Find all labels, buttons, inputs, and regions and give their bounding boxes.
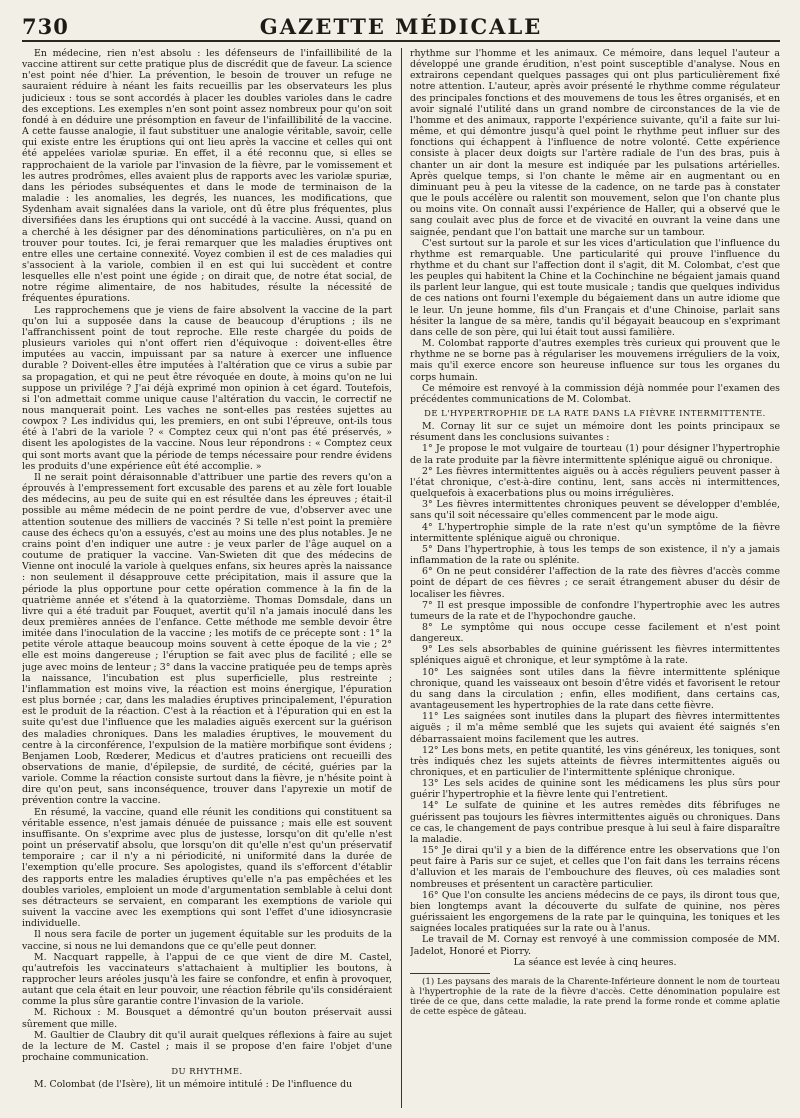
page-header: [22, 12, 780, 42]
conclusions-list: [410, 443, 780, 934]
list-item: 1° Je propose le mot vulgaire de tourteau (1) pour désigner l'hypertrophie de la rate produite par la fièvre intermittente splénique aiguë ou chronique.: [410, 443, 780, 466]
paragraph: Il ne serait point déraisonnable d'attribuer une partie des revers qu'on a éprouvés à l'empressement fort excusable des parens et au zèle fort louable des médecins, au peu de suite qui en est résultée dans les épreuves ; était-il possible au même médecin de ne point perdre de vue, d'observer avec une attention soutenue des milliers de vaccinés ? Si telle n'est point la première cause des échecs qu'on a essuyés, c'est au moins une des plus notables. Je ne crains point d'en indiquer une autre : je veux parler de l'âge auquel on a coutume de pratiquer la vaccine. Van-Swieten dit que des médecins de Vienne ont inoculé la variole à quelques enfans, six heures après la naissance : non seulement il désapprouve cette précipitation, mais il assure que la période la plus opportune pour cette opération commence à la fin de la quatrième année et s'étend à la quatorzième. Thomas Domsdale, dans un livre qui a été traduit par Fouquet, avertit qu'il n'a jamais inoculé dans les deux premières années de l'enfance. Cette méthode me semble devoir être imitée dans l'inoculation de la vaccine ; les motifs de ce précepte sont : 1° la petite vérole attaque beaucoup moins souvent à cette époque de la vie ; 2° elle est moins dangereuse ; l'éruption se fait avec plus de facilité ; elle se juge avec moins de lenteur ; 3° dans la vaccine pratiquée peu de temps après la naissance, l'incubation est plus superficielle, plus restreinte ; l'inflammation est moins vive, la réaction est moins énergique, l'épuration est plus bornée ; car, dans les maladies éruptives principalement, l'épuration est le produit de la réaction. C'est à la réaction et à l'épuration qui en est la suite qu'est due l'influence que les maladies aiguës exercent sur la guérison des maladies chroniques. Dans les maladies éruptives, le mouvement du centre à la circonférence, l'expulsion de la matière morbifique sont évidens ; Benjamen Loob, Rœderer, Medicus et d'autres praticiens ont recueilli des observations de manie, d'épilepsie, de surdité, de cécité, guéries par la variole. Comme la réaction consiste surtout dans la fièvre, je n'hésite point à dire qu'on peut, sans inconséquence, trouver dans l'apyrexie un motif de prévention contre la vaccine.: [22, 471, 392, 807]
list-item: 10° Les saignées sont utiles dans la fièvre intermittente splénique chronique, quand les vaisseaux ont besoin d'être vidés et favorisent le retour du sang dans la circulation ; enfin, elles modifient, dans certains cas, avantageusement les hypertrophies de la rate dans cette fièvre.: [410, 666, 780, 712]
section-heading: DE L'HYPERTROPHIE DE LA RATE DANS LA FIÈVRE INTERMITTENTE.: [424, 408, 766, 418]
paragraph: M. Colombat rapporte d'autres exemples très curieux qui prouvent que le rhythme ne se borne pas à régulariser les mouvemens irréguliers de la voix, mais qu'il exerce encore son heureuse influence sur tous les organes du corps humain.: [410, 338, 780, 383]
paragraph: M. Cornay lit sur ce sujet un mémoire dont les points principaux se résument dans les conclusions suivantes :: [410, 421, 780, 444]
paragraph: M. Gaultier de Claubry dit qu'il aurait quelques réflexions à faire au sujet de la lecture de M. Castel ; mais il se propose d'en faire l'objet d'une prochaine communication.: [22, 1029, 392, 1064]
list-item: 15° Je dirai qu'il y a bien de la différence entre les observations que l'on peut faire à Paris sur ce sujet, et celles que l'on fait dans les terrains récens d'alluvion et les marais de l'embouchure des fleuves, où ces maladies sont nombreuses et présentent un caractère particulier.: [410, 845, 780, 890]
list-item: 16° Que l'on consulte les anciens médecins de ce pays, ils diront tous que, bien longtemps avant la découverte du sulfate de quinine, nos pères guérissaient les engorgemens de la rate par le quinquina, les toniques et les saignées locales pratiquées sur la rate ou à l'anus.: [410, 889, 780, 935]
footnote: (1) Les paysans des marais de la Charente-Inférieure donnent le nom de tourteau à l'hypertrophie de la rate de la fièvre d'accès. Cette dénomination populaire est tirée de ce que, dans cette maladie, la rate prend la forme ronde et comme aplatie de cette espèce de gâteau.: [410, 976, 780, 1018]
list-item: 12° Les bons mets, en petite quantité, les vins généreux, les toniques, sont très indiqués chez les sujets atteints de fièvres intermittentes aiguës ou chroniques, et en particulier de l'intermittente splénique chronique.: [410, 744, 780, 778]
paragraph: C'est surtout sur la parole et sur les vices d'articulation que l'influence du rhythme est remarquable. Une particularité qui prouve l'influence du rhythme et du chant sur l'affection dont il s'agit, dit M. Colombat, c'est que les peuples qui habitent la Chine et la Cochinchine ne bégaient jamais quand ils parlent leur langue, qui est toute musicale ; tandis que quelques individus de ces nations ont fourni l'exemple du bégaiement dans un autre idiome que le leur. Un jeune homme, fils d'un Français et d'une Chinoise, parlait sans hésiter la langue de sa mère, tandis qu'il bégayait beaucoup en s'exprimant dans celle de son père, qui lui était tout aussi familière.: [410, 237, 780, 338]
list-item: 6° On ne peut considérer l'affection de la rate des fièvres d'accès comme point de départ de ces fièvres ; ce serait étrangement abuser du désir de localiser les fièvres.: [410, 566, 780, 600]
paragraph: Il nous sera facile de porter un jugement équitable sur les produits de la vaccine, si nous ne lui demandons que ce qu'elle peut donner.: [22, 929, 392, 952]
list-item: 13° Les sels acides de quinine sont les médicamens les plus sûrs pour guérir l'hypertrophie et la fièvre lente qui l'entretient.: [410, 778, 780, 801]
list-item: 4° L'hypertrophie simple de la rate n'est qu'un symptôme de la fièvre intermittente splénique aiguë ou chronique.: [410, 521, 780, 544]
paragraph: M. Nacquart rappelle, à l'appui de ce que vient de dire M. Castel, qu'autrefois les vaccinateurs s'attachaient à multiplier les boutons, à rapprocher leurs aréoles jusqu'à les faire se confondre, et enfin à provoquer, autant que cela était en leur pouvoir, une réaction fébrile qu'ils considéraient comme la plus sûre garantie contre l'invasion de la variole.: [22, 951, 392, 1008]
paragraph: Le travail de M. Cornay est renvoyé à une commission composée de MM. Jadelot, Honoré et Piorry.: [410, 934, 780, 957]
paragraph: Les rapprochemens que je viens de faire absolvent la vaccine de la part qu'on lui a supposée dans la cause de beaucoup d'éruptions ; ils ne l'affranchissent point de tout reproche. Elle reste chargée du poids de plusieurs varioles qui n'ont offert rien d'équivoque : doivent-elles être imputées au vaccin, impuissant par sa nature à exercer une influence durable ? Doivent-elles être imputées à l'altération que ce virus a subie par sa propagation, et qui ne peut être révoquée en doute, à moins qu'on ne lui suppose un privilége ? J'ai déjà exprimé mon opinion à cet égard. Toutefois, si l'on admettait comme unique cause l'altération du vaccin, le correctif ne nous manquerait point. Les vaches ne sont-elles pas restées sujettes au cowpox ? Les individus qui, les premiers, en ont subi l'épreuve, ont-ils tous été à l'abri de la variole ? « Comptez ceux qui n'ont pas été préservés, » disent les apologistes de la vaccine. Nous leur répondrons : « Comptez ceux qui sont morts avant que la période de temps nécessaire pour rendre évidens les produits d'une expérience eût été accomplie. »: [22, 304, 392, 472]
list-item: 8° Le symptôme qui nous occupe cesse facilement et n'est point dangereux.: [410, 621, 780, 645]
closing-line: La séance est levée à cinq heures.: [513, 956, 677, 968]
paragraph: M. Colombat (de l'Isère), lit un mémoire intitulé : De l'influence du: [34, 1079, 353, 1091]
paragraph: Ce mémoire est renvoyé à la commission déjà nommée pour l'examen des précédentes communications de M. Colombat.: [410, 382, 780, 405]
left-column: [22, 48, 392, 1108]
right-column: [410, 48, 780, 1108]
section-heading: DU RHYTHME.: [171, 1066, 243, 1077]
page-number: 730: [22, 14, 69, 39]
list-item: 11° Les saignées sont inutiles dans la plupart des fièvres intermittentes aiguës ; il m'a même semblé que les sujets qui avaient été saignés s'en débarrassaient moins facilement que les autres.: [410, 711, 780, 745]
list-item: 14° Le sulfate de quinine et les autres remèdes dits fébrifuges ne guérissent pas toujours les fièvres intermittentes aiguës ou chroniques. Dans ce cas, le changement de pays contribue presque à lui seul à faire disparaître la maladie.: [410, 800, 780, 845]
list-item: 9° Les sels absorbables de quinine guérissent les fièvres intermittentes spléniques aiguë et chronique, et leur symptôme à la rate.: [410, 644, 780, 667]
journal-title: GAZETTE MÉDICALE: [259, 14, 543, 39]
list-item: 2° Les fièvres intermittentes aiguës ou à accès réguliers peuvent passer à l'état chronique, c'est-à-dire continu, lent, sans accès ni intermittences, quelquefois à exacerbations plus ou moins irrégulières.: [410, 465, 780, 500]
list-item: 5° Dans l'hypertrophie, à tous les temps de son existence, il n'y a jamais inflammation de la rate ou splénite.: [410, 543, 780, 567]
text-columns: [22, 48, 780, 1108]
paragraph: M. Richoux : M. Bousquet a démontré qu'un bouton préservait aussi sûrement que mille.: [22, 1007, 392, 1030]
list-item: 7° Il est presque impossible de confondre l'hypertrophie avec les autres tumeurs de la rate et de l'hypochondre gauche.: [410, 599, 780, 622]
paragraph: En résumé, la vaccine, quand elle réunit les conditions qui constituent sa véritable essence, n'est jamais dénuée de puissance ; mais elle est souvent insuffisante. On s'exprime avec plus de justesse, lorsqu'on dit qu'elle n'est point un préservatif absolu, que lorsqu'on dit qu'elle n'est qu'un préservatif temporaire ; car il n'y a ni périodicité, ni uniformité dans la durée de l'exemption qu'elle procure. Ses apologistes, quand ils s'efforcent d'établir des rapports entre les maladies éruptives qu'elle n'a pas empêchées et les doubles varioles, emploient un mode d'argumentation semblable à celui dont ses détracteurs se servaient, en comparant les exemptions de variole qui suivent la vaccine avec les exemptions qui sont l'effet d'une idiosyncrasie individuelle.: [22, 806, 392, 930]
list-item: 3° Les fièvres intermittentes chroniques peuvent se développer d'emblée, sans qu'il soit nécessaire qu'elles commencent par le mode aigu.: [410, 499, 780, 522]
column-divider: [401, 48, 402, 1108]
footnote-divider: [410, 973, 490, 974]
paragraph: rhythme sur l'homme et les animaux. Ce mémoire, dans lequel l'auteur a développé une grande érudition, n'est point susceptible d'analyse. Nous en extrairons cependant quelques passages qui ont plus particulièrement fixé notre attention. L'auteur, après avoir présenté le rhythme comme régulateur des principales fonctions et des mouvemens de tous les êtres organisés, et en avoir signalé l'utilité dans un grand nombre de circonstances de la vie de l'homme et des animaux, rapporte l'expérience suivante, qu'il a faite sur lui-même, et qui démontre jusqu'à quel point le rhythme peut influer sur des fonctions qui échappent à l'influence de notre volonté. Cette expérience consiste à placer deux doigts sur l'artère radiale de l'un des bras, puis à chanter un air dont la mesure est indiquée par les pulsations artérielles. Après quelque temps, si l'on chante le même air en augmentant ou en diminuant peu à peu la vitesse de la cadence, on ne tarde pas à constater que le pouls accélère ou ralentit son mouvement, selon que l'on chante plus ou moins vite. On connaît aussi l'expérience de Haller, qui a observé que le sang coulait avec plus de force et de vivacité en ouvrant la veine dans une saignée, pendant que l'on battait une marche sur un tambour.: [410, 48, 780, 238]
paragraph: En médecine, rien n'est absolu : les défenseurs de l'infaillibilité de la vaccine attirent sur cette pratique plus de discrédit que de faveur. La science n'est point née d'hier. La prévention, le besoin de trouver un refuge ne sauraient réduire à néant les faits recueillis par les observateurs les plus judicieux : tous se sont accordés à placer les doubles varioles dans le cadre des exceptions. Les exemples n'en sont point assez nombreux pour qu'on soit fondé à en déduire une présomption en faveur de l'infaillibilité de la vaccine. A cette fausse analogie, il faut substituer une analogie véritable, savoir, celle qui existe entre les éruptions qui ont lieu après la vaccine et celles qui ont été appelées variolæ spuriæ. En effet, il a été reconnu que, si elles se rapprochaient de la variole par l'invasion de la fièvre, par le vomissement et les autres prodrômes, elles avaient plus de rapports avec les variolæ spuriæ, dans les périodes subséquentes et dans le mode de terminaison de la maladie : les anomalies, les degrés, les nuances, les modifications, que Sydenham avait signalées dans la variole, ont dû être plus fréquentes, plus diversifiées dans les éruptions qui ont succédé à la vaccine. Aussi, quand on a cherché à les désigner par des dénominations particulières, on n'a pu en trouver pour toutes. Ici, je ferai remarquer que les maladies éruptives ont entre elles une certaine connexité. Voyez combien il est de ces maladies qui s'associent à la variole, combien il en est qui lui succèdent et contre lesquelles elle n'est point une égide ; on dirait que, de notre état social, de notre régime alimentaire, de nos habitudes, résulte la nécessité de fréquentes épurations.: [22, 48, 392, 305]
